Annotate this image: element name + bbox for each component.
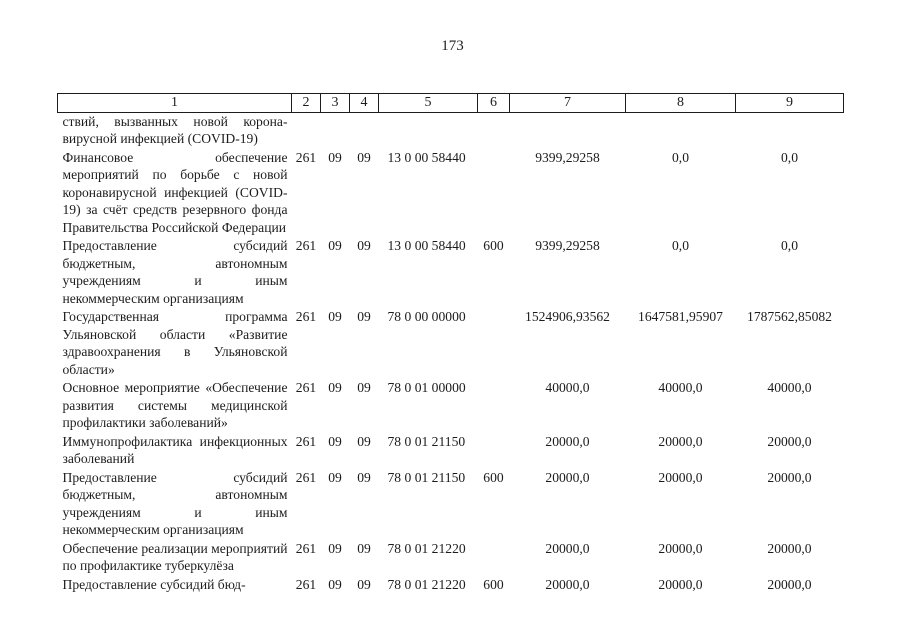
- row-amount-3: [736, 112, 844, 148]
- row-section: [321, 112, 350, 148]
- row-target-article: 78 0 01 21220: [387, 576, 466, 592]
- row-target-article: 78 0 01 21150: [387, 469, 466, 485]
- header-col-9: 9: [736, 94, 844, 113]
- page-number: 173: [441, 38, 464, 54]
- row-amount-3: 40000,0: [767, 380, 812, 395]
- row-subsection: 09: [357, 380, 371, 395]
- row-ministry: 261: [295, 576, 317, 592]
- row-subsection: 09: [357, 433, 371, 449]
- row-amount-3: 20000,0: [767, 469, 812, 485]
- row-expense-type: 600: [483, 469, 504, 485]
- row-name: Предоставление субсидий бюджетным, автономным учреждениям и иным некоммерческим организациям: [62, 469, 288, 537]
- row-subsection: 09: [357, 576, 371, 592]
- row-target-article: 78 0 01 21150: [387, 433, 466, 449]
- row-name: Предоставление субсидий бюджетным, автономным учреждениям и иным некоммерческим организациям: [62, 238, 288, 306]
- row-amount-1: 9399,29258: [535, 238, 600, 253]
- row-amount-1: 20000,0: [545, 469, 590, 485]
- header-col-6: 6: [478, 94, 510, 113]
- header-col-2: 2: [292, 94, 321, 113]
- table-row: [58, 236, 844, 307]
- row-section: 09: [328, 309, 342, 324]
- row-amount-2: 20000,0: [658, 576, 703, 592]
- row-amount-2: 20000,0: [658, 540, 703, 556]
- header-col-5: 5: [379, 94, 478, 113]
- row-amount-3: 20000,0: [767, 540, 812, 556]
- row-target-article: 13 0 00 58440: [387, 238, 466, 253]
- row-ministry: 261: [295, 540, 317, 556]
- row-amount-3: 1787562,85082: [747, 309, 832, 324]
- row-amount-2: 0,0: [672, 238, 689, 253]
- row-section: 09: [328, 469, 342, 485]
- row-ministry: 261: [295, 309, 317, 324]
- row-subsection: [350, 112, 379, 148]
- row-amount-1: 20000,0: [545, 433, 590, 449]
- row-amount-1: 20000,0: [545, 540, 590, 556]
- header-col-1: 1: [58, 94, 292, 113]
- row-amount-3: 0,0: [781, 149, 798, 165]
- row-expense-type: [478, 432, 510, 468]
- header-row: [58, 94, 844, 113]
- row-expense-type: [478, 112, 510, 148]
- table-row: [58, 468, 844, 539]
- row-section: 09: [328, 238, 342, 253]
- row-amount-1: 40000,0: [545, 380, 590, 395]
- row-name: Иммунопрофилактика инфекционных заболеваний: [62, 433, 288, 466]
- row-ministry: 261: [295, 149, 317, 165]
- row-expense-type: [478, 378, 510, 432]
- row-amount-2: [626, 112, 736, 148]
- table-row: [58, 378, 844, 432]
- table-row: [58, 432, 844, 468]
- header-col-4: 4: [350, 94, 379, 113]
- row-expense-type: [478, 307, 510, 378]
- table-row: [58, 112, 844, 148]
- header-col-8: 8: [626, 94, 736, 113]
- row-amount-2: 40000,0: [658, 380, 703, 395]
- row-name: Предоставление субсидий бюд-: [62, 576, 246, 592]
- row-amount-2: 20000,0: [658, 433, 703, 449]
- row-ministry: 261: [295, 238, 317, 253]
- row-ministry: 261: [295, 380, 317, 395]
- row-expense-type: 600: [483, 576, 504, 592]
- table-row: [58, 539, 844, 575]
- row-amount-3: 0,0: [781, 238, 798, 253]
- row-section: 09: [328, 380, 342, 395]
- row-amount-2: 1647581,95907: [638, 309, 723, 324]
- row-target-article: 78 0 01 00000: [387, 380, 466, 395]
- row-ministry: 261: [295, 433, 317, 449]
- row-subsection: 09: [357, 309, 371, 324]
- row-target-article: 78 0 01 21220: [387, 540, 466, 556]
- row-expense-type: [478, 148, 510, 237]
- row-section: 09: [328, 540, 342, 556]
- row-name: Финансовое обеспечение мероприятий по борьбе с новой коронавирусной инфекцией (COVID-19) за счёт средств резервного фонда Правительства Российской Федерации: [62, 149, 288, 235]
- row-name: Основное мероприятие «Обеспечение развития системы медицинской профилактики заболеваний»: [62, 380, 288, 430]
- row-amount-1: 1524906,93562: [525, 309, 610, 324]
- row-amount-1: 20000,0: [545, 576, 590, 592]
- row-target-article: 13 0 00 58440: [387, 149, 466, 165]
- row-amount-3: 20000,0: [767, 576, 812, 592]
- row-ministry: [292, 112, 321, 148]
- table-row: [58, 148, 844, 237]
- table-row: [58, 575, 844, 594]
- row-subsection: 09: [357, 469, 371, 485]
- row-target-article: 78 0 00 00000: [387, 309, 466, 324]
- row-section: 09: [328, 433, 342, 449]
- row-ministry: 261: [295, 469, 317, 485]
- row-section: 09: [328, 576, 342, 592]
- row-expense-type: 600: [483, 238, 504, 253]
- row-amount-1: 9399,29258: [535, 149, 600, 165]
- row-name: Обеспечение реализации мероприятий по профилактике туберкулёза: [62, 540, 288, 573]
- row-expense-type: [478, 539, 510, 575]
- header-col-3: 3: [321, 94, 350, 113]
- row-target-article: [379, 112, 478, 148]
- row-subsection: 09: [357, 149, 371, 165]
- row-name: ствий, вызванных новой корона-вирусной инфекцией (COVID-19): [62, 113, 288, 146]
- row-subsection: 09: [357, 238, 371, 253]
- row-amount-3: 20000,0: [767, 433, 812, 449]
- budget-table: [57, 93, 844, 593]
- row-amount-2: 0,0: [672, 149, 689, 165]
- table-row: [58, 307, 844, 378]
- row-amount-1: [510, 112, 626, 148]
- row-amount-2: 20000,0: [658, 469, 703, 485]
- row-name: Государственная программа Ульяновской области «Развитие здравоохранения в Ульяновской области»: [62, 309, 288, 377]
- row-section: 09: [328, 149, 342, 165]
- row-subsection: 09: [357, 540, 371, 556]
- header-col-7: 7: [510, 94, 626, 113]
